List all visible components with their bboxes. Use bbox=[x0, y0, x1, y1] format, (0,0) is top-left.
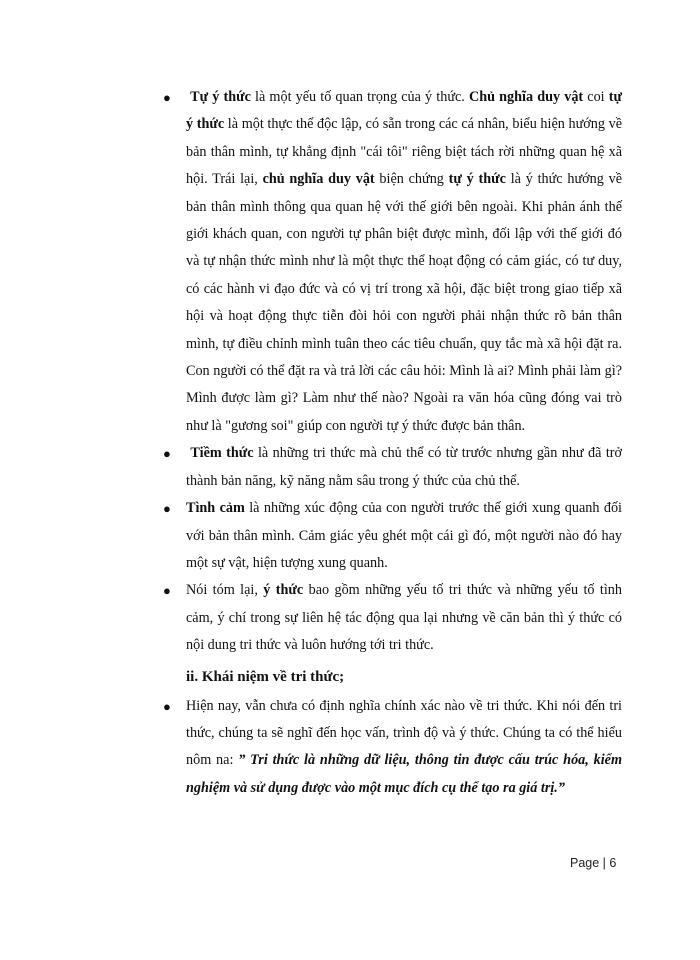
bullet-icon: ● bbox=[163, 583, 171, 599]
term-tinh-cam: Tình cảm bbox=[186, 500, 245, 517]
document-body bbox=[160, 84, 622, 802]
section-heading: ii. Khái niệm về tri thức; bbox=[186, 668, 345, 685]
bullet-icon: ● bbox=[163, 698, 171, 714]
bullet-item-tiem-thuc: ● Tiềm thức là những tri thức mà chủ thể có từ trước nhưng gần như đã trở thành bản năng, kỹ năng nằm sâu trong ý thức của chủ thể. bbox=[160, 440, 622, 495]
page-number: Page | 6 bbox=[570, 856, 617, 870]
bullet-item-tinh-cam: ● Tình cảm là những xúc động của con người trước thế giới xung quanh đối với bản thân mình. Cảm giác yêu ghét một cái gì đó, một người nào đó hay một sự vật, hiện tượng xung quanh. bbox=[160, 495, 622, 577]
term-tu-y-thuc: Tự ý thức bbox=[190, 89, 251, 105]
bullet-item-tu-y-thuc: ● Tự ý thức là một yếu tố quan trọng của ý thức. Chủ nghĩa duy vật coi tự ý thức là một thực thể độc lập, có sẵn trong các cá nhân, biểu hiện hướng về bản thân mình, tự khẳng định "cái tôi" riêng biệt tách rời những quan hệ xã hội. Trái lại, chủ nghĩa duy vật biện chứng tự ý thức là ý thức hướng về bản thân mình thông qua quan hệ với thế giới bên ngoài. Khi phản ánh thế giới khách quan, con người tự phân biệt được mình, đối lập với thế giới đó và tự nhận thức mình như là một thực thể hoạt động có cảm giác, có tư duy, có các hành vi đạo đức và có vị trí trong xã hội, đặc biệt trong giao tiếp xã hội và hoạt động thực tiễn đòi hỏi con người phải nhận thức rõ bản thân mình, tự điều chỉnh mình tuân theo các tiêu chuẩn, quy tắc mà xã hội đặt ra. Con người có thể đặt ra và trả lời các câu hỏi: Mình là ai? Mình phải làm gì? Mình được làm gì? Làm như thế nào? Ngoài ra văn hóa cũng đóng vai trò như là "gương soi" giúp con người tự ý thức được bản thân. bbox=[160, 84, 622, 440]
bullet-icon: ● bbox=[163, 501, 171, 517]
definition-quote: ” Tri thức là những dữ liệu, thông tin được cấu trúc hóa, kiểm nghiệm và sử dụng được vào một mục đích cụ thể tạo ra giá trị.” bbox=[186, 752, 623, 796]
bullet-icon: ● bbox=[163, 90, 171, 105]
bullet-item-tom-lai: ● Nói tóm lại, ý thức bao gồm những yếu tố tri thức và những yếu tố tình cảm, ý chí trong sự liên hệ tác động qua lại nhưng về căn bản thì ý thức có nội dung tri thức và luôn hướng tới tri thức. bbox=[160, 577, 622, 659]
bullet-item-tri-thuc: ● Hiện nay, vẫn chưa có định nghĩa chính xác nào về tri thức. Khi nói đến tri thức, chúng ta sẽ nghĩ đến học vấn, trình độ và ý thức. Chúng ta có thể hiểu nôm na: ” Tri thức là những dữ liệu, thông tin được cấu trúc hóa, kiểm nghiệm và sử dụng được vào một mục đích cụ thể tạo ra giá trị.” bbox=[160, 693, 622, 803]
bullet-icon: ● bbox=[163, 446, 171, 462]
term-tiem-thuc: Tiềm thức bbox=[190, 445, 254, 462]
